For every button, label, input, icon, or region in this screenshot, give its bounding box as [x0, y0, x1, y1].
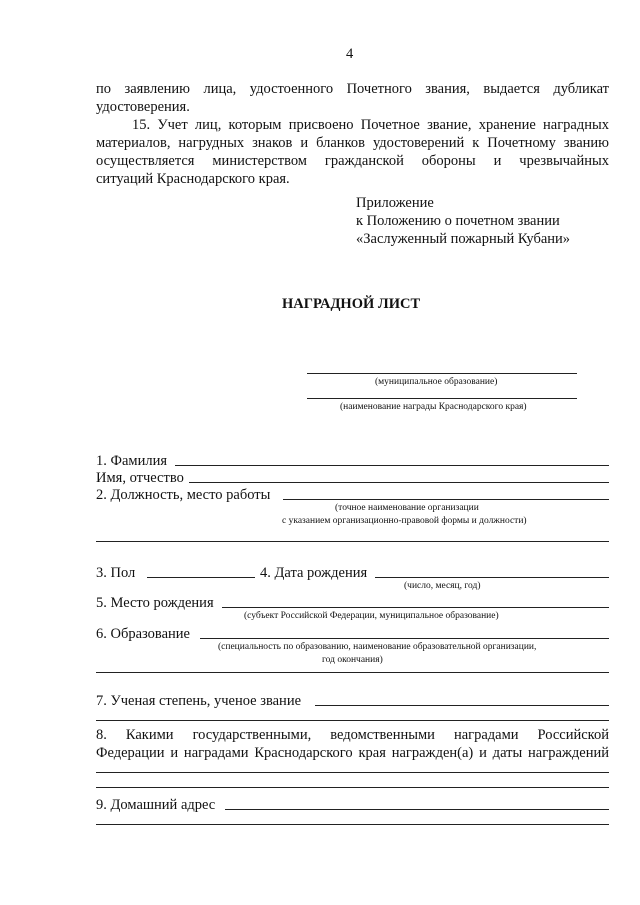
award-name-caption: (наименование награды Краснодарского края)	[340, 402, 527, 412]
position-extra-line	[96, 541, 609, 542]
name-label: Имя, отчество	[96, 470, 184, 486]
education-line	[200, 638, 609, 639]
birthdate-label: 4. Дата рождения	[260, 565, 368, 581]
birthplace-line	[222, 607, 609, 608]
degree-line	[315, 705, 609, 706]
awards-line-2	[96, 787, 609, 788]
document-title: НАГРАДНОЙ ЛИСТ	[282, 296, 421, 312]
degree-label: 7. Ученая степень, ученое звание	[96, 693, 302, 709]
birthdate-line	[375, 577, 609, 578]
appendix-line-1: Приложение	[356, 195, 434, 211]
appendix-line-3: «Заслуженный пожарный Кубани»	[356, 231, 571, 247]
position-label: 2. Должность, место работы	[96, 487, 271, 503]
position-caption-2: с указанием организационно-правовой формы и должности)	[282, 516, 527, 526]
degree-extra-line	[96, 720, 609, 721]
address-label: 9. Домашний адрес	[96, 797, 216, 813]
awards-label-line-1: 8. Какими государственными, ведомственными наградами Российской	[96, 727, 609, 743]
birthdate-caption: (число, месяц, год)	[404, 581, 481, 591]
paragraph-2-line-2: материалов, нагрудных знаков и бланков удостоверений к Почетному званию	[96, 135, 609, 151]
award-name-line	[307, 398, 577, 399]
awards-label-line-2: Федерации и наградами Краснодарского края награжден(а) и даты награждений	[96, 745, 609, 761]
paragraph-1-line-1: по заявлению лица, удостоенного Почетного звания, выдается дубликат	[96, 81, 609, 97]
sex-label: 3. Пол	[96, 565, 136, 581]
position-line	[283, 499, 609, 500]
name-line	[189, 482, 609, 483]
sex-line	[147, 577, 255, 578]
paragraph-2-line-1: 15. Учет лиц, которым присвоено Почетное звание, хранение наградных	[132, 117, 609, 133]
education-label: 6. Образование	[96, 626, 190, 642]
appendix-line-2: к Положению о почетном звании	[356, 213, 560, 229]
education-caption-2: год окончания)	[322, 655, 383, 665]
birthplace-caption: (субъект Российской Федерации, муниципальное образование)	[244, 611, 499, 621]
paragraph-2-line-3: осуществляется министерством гражданской обороны и чрезвычайных	[96, 153, 609, 169]
address-extra-line	[96, 824, 609, 825]
education-caption-1: (специальность по образованию, наименование образовательной организации,	[218, 642, 537, 652]
paragraph-1-line-2: удостоверения.	[96, 99, 190, 115]
municipal-caption: (муниципальное образование)	[375, 377, 498, 387]
birthplace-label: 5. Место рождения	[96, 595, 214, 611]
municipal-line	[307, 373, 577, 374]
page-number: 4	[346, 46, 354, 62]
awards-line-1	[96, 772, 609, 773]
position-caption-1: (точное наименование организации	[335, 503, 479, 513]
address-line	[225, 809, 609, 810]
paragraph-2-line-4: ситуаций Краснодарского края.	[96, 171, 290, 187]
surname-line	[175, 465, 609, 466]
education-extra-line	[96, 672, 609, 673]
surname-label: 1. Фамилия	[96, 453, 167, 469]
